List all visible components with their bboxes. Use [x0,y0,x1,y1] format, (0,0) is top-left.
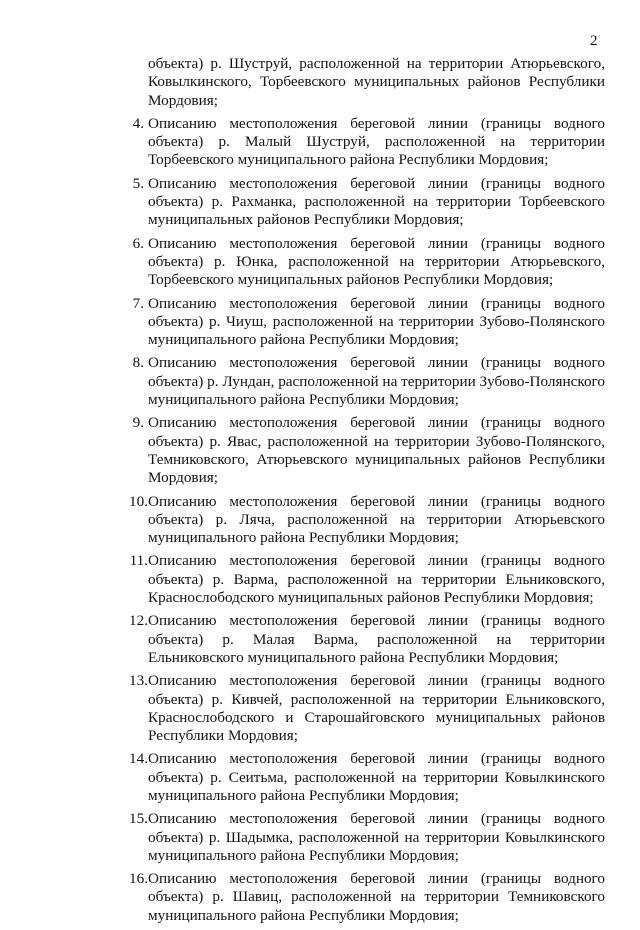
list-item-number: 10. [129,492,148,510]
list-item-text: Описанию местоположения береговой линии (границы водного объекта) р. Чиуш, расположенной на территории Зубово-Полянского муниципального района Республики Мордовия; [148,294,605,349]
list-item [100,354,605,409]
list-item-text: Описанию местоположения береговой линии (границы водного объекта) р. Шадымка, расположенной на территории Ковылкинского муниципального района Республики Мордовия; [148,810,605,864]
list-item-text: Описанию местоположения береговой линии (границы водного объекта) р. Явас, расположенной на территории Зубово-Полянского, Темниковского, Атюрьевского муниципальных районов Республики Мордовия; [148,414,605,487]
document-body [100,55,605,930]
list-item-number: 11. [129,552,148,570]
list-item-number: 9. [132,414,144,432]
list-item-text: Описанию местоположения береговой линии (границы водного объекта) р. Рахманка, расположенной на территории Торбеевского муниципальных районов Республики Мордовия; [148,174,605,229]
list-item-number: 13. [129,672,148,690]
list-item [100,672,605,745]
list-item-text: Описанию местоположения береговой линии (границы водного объекта) р. Юнка, расположенной на территории Атюрьевского, Торбеевского муниципальных районов Республики Мордовия; [148,234,605,289]
list-item-number: 8. [132,354,144,372]
list-item [100,235,605,290]
list-item [100,810,605,865]
list-item-number: 5. [132,174,144,192]
list-item [100,750,605,805]
list-item [100,115,605,170]
list-item-number: 12. [129,612,148,630]
list-item-text: Описанию местоположения береговой линии (границы водного объекта) р. Варма, расположенной на территории Ельниковского, Краснослободского муниципальных районов Республики Мордовия; [148,552,605,607]
list-item [100,414,605,487]
list-item [100,493,605,548]
list-item [100,870,605,925]
list-item-number: 7. [132,294,144,312]
list-item-text: Описанию местоположения береговой линии (границы водного объекта) р. Сеитьма, расположенной на территории Ковылкинского муниципального района Республики Мордовия; [148,750,605,804]
list-item-text: Описанию местоположения береговой линии (границы водного объекта) р. Шавиц, расположенной на территории Темниковского муниципального района Республики Мордовия; [148,870,605,924]
list-item [100,175,605,230]
continuation-paragraph: объекта) р. Шуструй, расположенной на территории Атюрьевского, Ковылкинского, Торбеевского муниципальных районов Республики Мордовия; [148,55,605,109]
list-item-number: 4. [132,114,144,132]
list-item-number: 15. [129,810,148,828]
list-item-number: 14. [129,750,148,768]
list-item-text: Описанию местоположения береговой линии (границы водного объекта) р. Кивчей, расположенной на территории Ельниковского, Краснослободского и Старошайговского муниципальных районов Республики Мордовия; [148,672,605,745]
list-item-text: Описанию местоположения береговой линии (границы водного объекта) р. Малая Варма, расположенной на территории Ельниковского муниципального района Республики Мордовия; [148,612,605,666]
list-item-text: Описанию местоположения береговой линии (границы водного объекта) р. Малый Шуструй, расположенной на территории Торбеевского муниципального района Республики Мордовия; [148,114,605,169]
list-item [100,612,605,667]
list-item-number: 16. [129,870,148,888]
list-item [100,552,605,607]
list-item [100,295,605,350]
page-number: 2 [590,33,598,49]
list-item-text: Описанию местоположения береговой линии (границы водного объекта) р. Ляча, расположенной на территории Атюрьевского муниципального района Республики Мордовия; [148,492,605,547]
list-item-number: 6. [132,234,144,252]
list-item-text: Описанию местоположения береговой линии (границы водного объекта) р. Лундан, расположенной на территории Зубово-Полянского муниципального района Республики Мордовия; [148,354,605,409]
